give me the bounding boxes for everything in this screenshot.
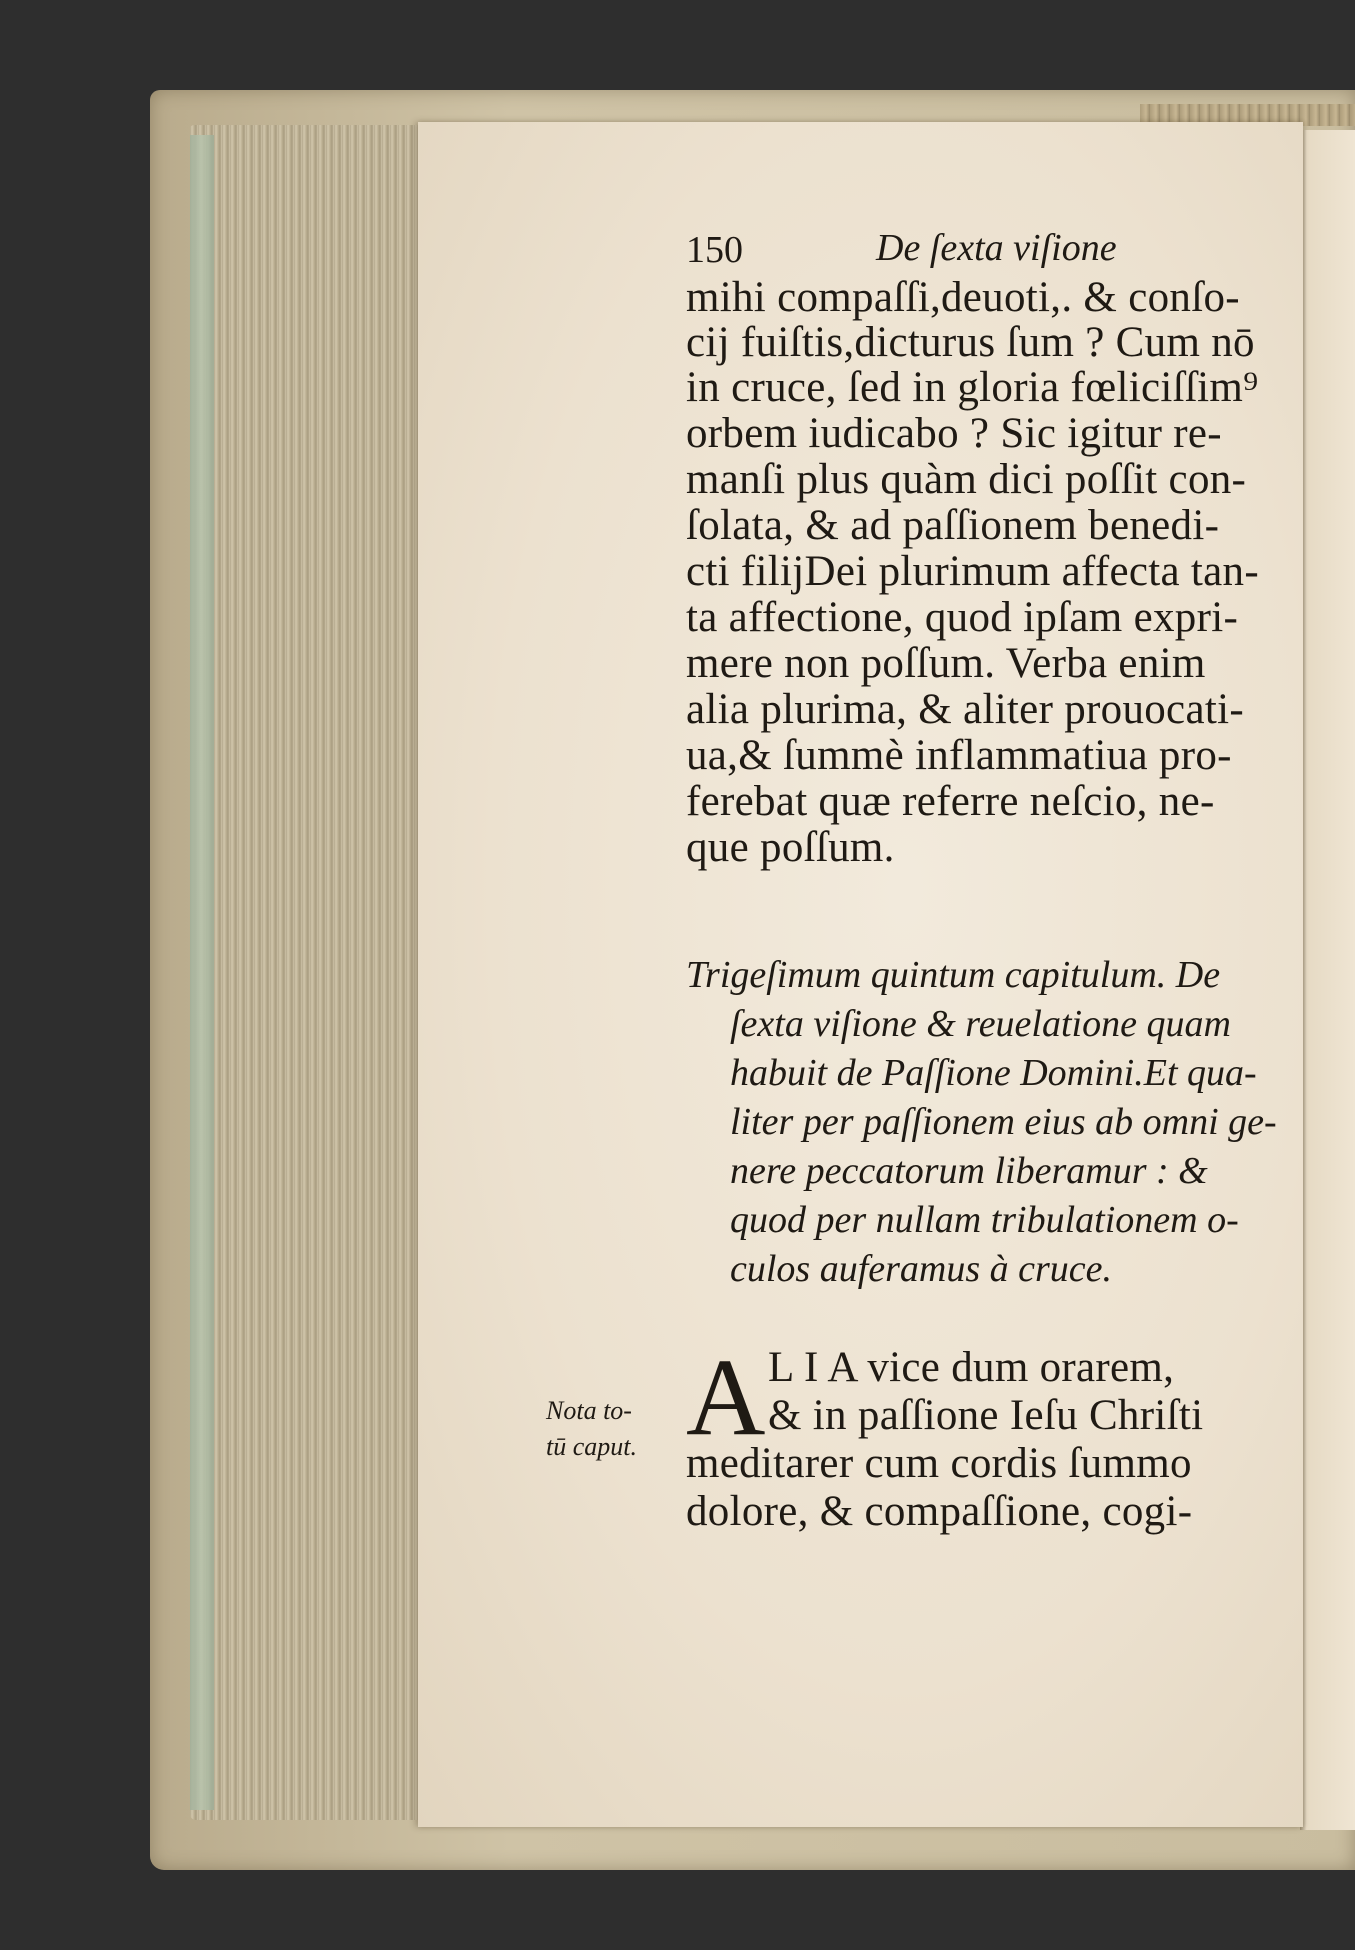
chapter-heading-line: habuit de Paſſione Domini.Et qua- xyxy=(730,1052,1257,1094)
text-line: mere non poſſum. Verba enim xyxy=(686,640,1206,687)
margin-note-line: Nota to- xyxy=(546,1396,632,1425)
page-edges-tint xyxy=(190,135,214,1810)
text-line: cij fuiſtis,dicturus ſum ? Cum nō xyxy=(686,319,1255,366)
running-title: De ſexta viſione xyxy=(876,227,1117,269)
chapter-heading-line: liter per paſſionem eius ab omni ge- xyxy=(730,1101,1277,1143)
text-line: ſolata, & ad paſſionem benedi- xyxy=(686,502,1220,549)
chapter-heading-line: quod per nullam tribulationem o- xyxy=(730,1199,1239,1241)
text-line: manſi plus quàm dici poſſit con- xyxy=(686,456,1247,503)
page-edges xyxy=(190,125,422,1820)
page-number: 150 xyxy=(686,229,743,271)
text-line: que poſſum. xyxy=(686,824,895,871)
margin-note-line: tū caput. xyxy=(546,1432,637,1461)
facing-page-edge xyxy=(1300,130,1355,1830)
drop-cap: A xyxy=(686,1336,766,1458)
chapter-heading-line: nere peccatorum liberamur : & xyxy=(730,1150,1208,1192)
text-line: cti filijDei plurimum affecta tan- xyxy=(686,548,1259,595)
text-line: dolore, & compaſſione, cogi- xyxy=(686,1488,1193,1535)
text-line: mihi compaſſi,deuoti,. & conſo- xyxy=(686,274,1240,321)
chapter-heading-line: ſexta viſione & reuelatione quam xyxy=(730,1003,1231,1045)
text-line: in cruce, ſed in gloria fœliciſſim⁹ xyxy=(686,364,1259,411)
text-line: meditarer cum cordis ſummo xyxy=(686,1440,1192,1487)
text-line: ua,& ſummè inflammatiua pro- xyxy=(686,732,1232,779)
text-line: & in paſſione Ieſu Chriſti xyxy=(768,1392,1204,1439)
text-line: L I A vice dum orarem, xyxy=(768,1344,1175,1391)
text-line: alia plurima, & aliter prouocati- xyxy=(686,686,1244,733)
chapter-heading-line: culos auferamus à cruce. xyxy=(730,1248,1113,1290)
chapter-heading-line: Trigeſimum quintum capitulum. De xyxy=(686,954,1221,996)
text-line: orbem iudicabo ? Sic igitur re- xyxy=(686,410,1222,457)
text-line: ta affectione, quod ipſam expri- xyxy=(686,594,1239,641)
text-line: ferebat quæ referre neſcio, ne- xyxy=(686,778,1215,825)
